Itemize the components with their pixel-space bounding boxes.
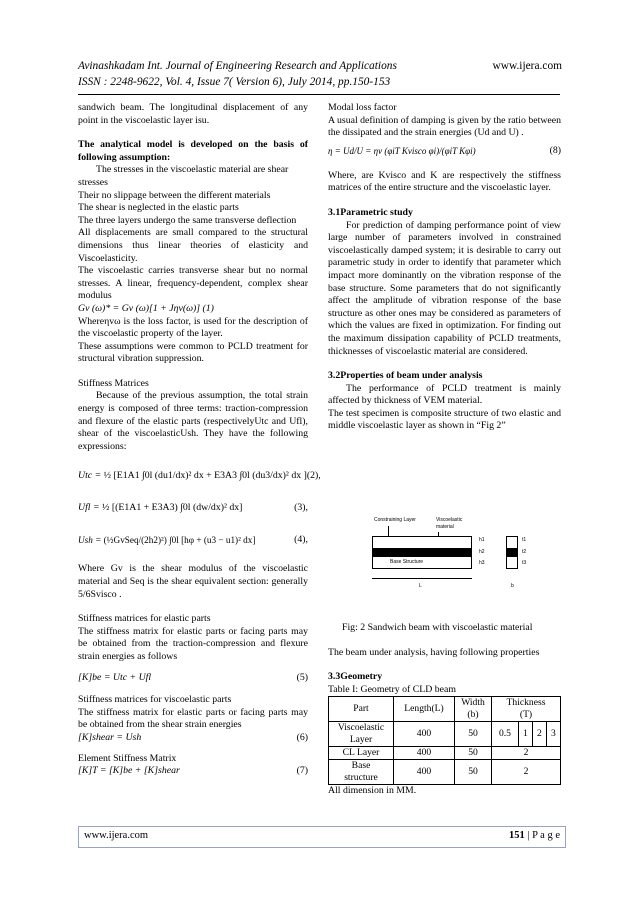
section-3-2-heading: 3.2Properties of beam under analysis <box>328 370 483 382</box>
section-bottom <box>506 556 518 569</box>
assumption-4: The three layers undergo the same transverse deflection <box>78 214 297 226</box>
elastic-heading: Stiffness matrices for elastic parts <box>78 613 211 625</box>
cell-thickness: 3 <box>546 722 560 747</box>
footer-website: www.ijera.com <box>84 830 149 841</box>
h3-label: h3 <box>479 560 485 566</box>
element-stiffness-heading: Element Stiffness Matrix <box>78 752 177 764</box>
section-middle <box>506 548 518 556</box>
geometry-table <box>328 696 561 785</box>
h2-label: h2 <box>479 549 485 555</box>
table-note: All dimension in MM. <box>328 785 417 797</box>
assumption-3: The shear is neglected in the elastic parts <box>78 202 239 214</box>
cell-length: 400 <box>394 722 455 747</box>
figure-caption: Fig: 2 Sandwich beam with viscoelastic material <box>342 622 533 633</box>
section-3-2-para-1: The performance of PCLD treatment is mainly affected by thickness of VEM material. <box>328 382 561 407</box>
intro-text: sandwich beam. The longitudinal displacement of any point in the viscoelastic layer isu. <box>78 102 308 126</box>
cell-thickness: 1 <box>518 722 532 747</box>
table-title: Table I: Geometry of CLD beam <box>328 683 456 695</box>
equation-8: η = Ud/U = ηv (φiT Kvisco φi)/(φiT Kφi) (8) <box>328 145 561 157</box>
cell-thickness: 2 <box>532 722 546 747</box>
header-website: www.ijera.com <box>492 60 562 72</box>
equation-3: Ufl = ½ [(E1A1 + E3A3) ∫0l (dw/dx)² dx] (3), <box>78 502 308 514</box>
elastic-paragraph: The stiffness matrix for elastic parts or facing parts may be obtained from the traction-compression and flexure strain energies as follows <box>78 625 308 662</box>
assumption-2: Their no slippage between the different materials <box>78 189 271 201</box>
model-heading: The analytical model is developed on the basis of following assumption: <box>78 139 308 163</box>
width-label: b <box>511 583 514 589</box>
cell-thickness: 2 <box>492 760 561 785</box>
length-label: L <box>419 583 422 589</box>
constraining-layer-label: Constraining Layer <box>374 517 416 523</box>
page-number: 151 | P a g e <box>509 830 560 841</box>
right-column <box>328 102 561 433</box>
visco-paragraph: The stiffness matrix for elastic parts or facing parts may be obtained from the shear strain energies <box>78 706 308 731</box>
cell-length: 400 <box>394 747 455 760</box>
cell-length: 400 <box>394 760 455 785</box>
material-label: material <box>436 524 454 530</box>
cell-thickness: 0.5 <box>492 722 519 747</box>
table-row <box>329 760 561 785</box>
cell-width: 50 <box>455 747 492 760</box>
label-pointer <box>388 526 389 536</box>
stiffness-heading: Stiffness Matrices <box>78 377 149 389</box>
equation-2: Utc = ½ [E1A1 ∫0l (du1/dx)² dx + E3A3 ∫0l (du3/dx)² dx ] (2), <box>78 470 321 482</box>
th-part: Part <box>329 697 394 722</box>
assumption-5: All displacements are small compared to the structural dimensions thus linear theories of elasticity and Viscoelasticity. <box>78 227 308 264</box>
equation-5: [K]be = Utc + Ufl (5) <box>78 671 308 683</box>
table-header-row <box>329 697 561 722</box>
length-dimension <box>372 578 472 579</box>
viscoelastic-layer <box>372 548 472 556</box>
cell-part: Viscoelastic Layer <box>329 722 394 747</box>
eq8-where-text: Where, are Kvisco and K are respectively the stiffness matrices of the entire structure and the viscoelastic layer. <box>328 169 561 194</box>
section-3-1-paragraph: For prediction of damping performance point of view large number of parameters involved in constrained viscoelastically damped system; it is desirable to carry out parametric study in order to identify that parameter which impact more dominantly on the vibration response of the base structure. Some parameters that do not significantly affect the amplitude of vibration response of the base structure as other ones may be considered as parameters of which the values are fixed in optimization. For finding out the maximum dissipation capability of PCLD treatments, thicknesses of viscoelastic material are considered. <box>328 219 561 357</box>
section-3-3-heading: 3.3Geometry <box>328 671 383 683</box>
th-length: Length(L) <box>394 697 455 722</box>
equation-4: Ush = (½GvSeq/(2h2)²) ∫0l [hφ + (u3 − u1)² dx] (4), <box>78 534 308 546</box>
th-width: Width (b) <box>455 697 492 722</box>
th-thickness: Thickness (T) <box>492 697 561 722</box>
section-3-1-heading: 3.1Parametric study <box>328 206 413 218</box>
left-column <box>78 102 321 778</box>
stiffness-paragraph: Because of the previous assumption, the total strain energy is composed of three terms: traction-compression and flexure of the elastic parts (respectivelyUtc and Ufl), shear of the viscoelasticUsh. They have the following expressions: <box>78 390 308 452</box>
visco-heading: Stiffness matrices for viscoelastic parts <box>78 694 232 706</box>
table-row <box>329 722 561 747</box>
cell-thickness: 2 <box>492 747 561 760</box>
figure-sandwich-beam <box>368 510 548 600</box>
equation-6: [K]shear = Ush (6) <box>78 731 308 743</box>
where-gv-text: Where Gv is the shear modulus of the viscoelastic material and Seq is the shear equivalent section: generally 5/6Svisco . <box>78 563 308 600</box>
modal-heading: Modal loss factor <box>328 102 397 113</box>
t2-label: t2 <box>522 549 527 555</box>
beam-properties-text: The beam under analysis, having following properties <box>328 646 540 658</box>
t1-label: t1 <box>522 537 527 543</box>
equation-1: Gv (ω)* = Gv (ω)[1 + Jηv(ω)] (1) <box>78 302 214 314</box>
viscoelastic-label: Viscoelastic <box>436 517 463 523</box>
t3-label: t3 <box>522 560 527 566</box>
h1-label: h1 <box>479 537 485 543</box>
cell-width: 50 <box>455 722 492 747</box>
base-structure-label: Base Structure <box>390 559 424 565</box>
assumption-6: The viscoelastic carries transverse shear but no normal stresses. A linear, frequency-dependent, complex shear modulus <box>78 265 308 302</box>
equation-7: [K]T = [K]be + [K]shear (7) <box>78 765 308 777</box>
cell-part: Base structure <box>329 760 394 785</box>
section-3-2-para-2: The test specimen is composite structure of two elastic and middle viscoelastic layer as shown in “Fig 2” <box>328 407 561 432</box>
loss-factor-text: Whereηvω is the loss factor, is used for the description of the viscoelastic property of the layer. <box>78 315 308 340</box>
cell-part: CL Layer <box>329 747 394 760</box>
issn-line: ISSN : 2248-9622, Vol. 4, Issue 7( Version 6), July 2014, pp.150-153 <box>78 76 391 88</box>
assumption-1: The stresses in the viscoelastic material are shear stresses <box>78 164 289 188</box>
table-row <box>329 747 561 760</box>
header-rule <box>78 94 560 95</box>
journal-title: Avinashkadam Int. Journal of Engineering Research and Applications <box>78 60 397 72</box>
cell-width: 50 <box>455 760 492 785</box>
right-column-lower <box>328 622 561 798</box>
modal-paragraph: A usual definition of damping is given by the ratio between the dissipated and the strain energies (Ud and U) . <box>328 114 561 139</box>
assumption-close: These assumptions were common to PCLD treatment for structural vibration suppression. <box>78 340 308 365</box>
footer-box <box>78 826 566 848</box>
